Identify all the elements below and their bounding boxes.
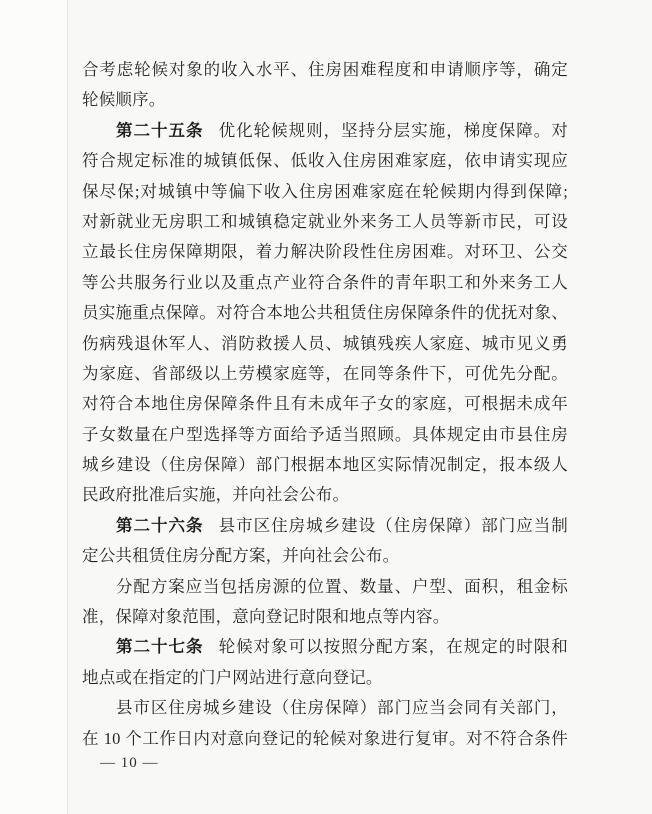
line-text: 符合规定标准的城镇低保、低收入住房困难家庭，依申请实现应: [82, 151, 568, 171]
text-line: [82, 480, 568, 510]
text-line: [82, 329, 568, 359]
scan-page-edge: [0, 0, 68, 814]
line-text: 保尽保;对城镇中等偏下收入住房困难家庭在轮候期内得到保障;: [82, 181, 568, 201]
line-text: 优化轮候规则，坚持分层实施，梯度保障。对: [218, 120, 568, 140]
text-line: [82, 85, 568, 115]
text-line: [82, 420, 568, 450]
line-text: 县市区住房城乡建设（住房保障）部门应当制: [218, 515, 568, 535]
text-line: [82, 55, 568, 85]
article-25-number: 第二十五条: [116, 120, 204, 140]
text-line: [82, 237, 568, 267]
line-text: 为家庭、省部级以上劳模家庭等，在同等条件下，可优先分配。: [82, 363, 568, 383]
line-text: 对符合本地住房保障条件且有未成年子女的家庭，可根据未成年: [82, 394, 568, 414]
line-text: 定公共租赁住房分配方案，并向社会公布。: [82, 546, 400, 566]
line-text: 县市区住房城乡建设（住房保障）部门应当会同有关部门，: [116, 698, 568, 718]
text-line: [82, 541, 568, 571]
text-line: [82, 602, 568, 632]
text-line: [82, 268, 568, 298]
text-line: [82, 693, 568, 723]
line-text: 民政府批准后实施，并向社会公布。: [82, 485, 350, 505]
text-line: [82, 116, 568, 146]
text-line: [82, 359, 568, 389]
article-26-number: 第二十六条: [116, 515, 204, 535]
line-text: 对新就业无房职工和城镇稳定就业外来务工人员等新市民，可设: [82, 211, 568, 231]
line-text: 立最长住房保障期限，着力解决阶段性住房困难。对环卫、公交: [82, 242, 568, 262]
line-text: 在 10 个工作日内对意向登记的轮候对象进行复审。对不符合条件: [82, 728, 568, 748]
line-text: 地点或在指定的门户网站进行意向登记。: [82, 667, 383, 687]
line-text: 准，保障对象范围，意向登记时限和地点等内容。: [82, 607, 450, 627]
line-text: 城乡建设（住房保障）部门根据本地区实际情况制定，报本级人: [82, 455, 568, 475]
line-text: 合考虑轮候对象的收入水平、住房困难程度和申请顺序等，确定: [82, 60, 568, 79]
text-line: [82, 207, 568, 237]
line-text: 轮候顺序。: [82, 90, 166, 110]
line-text: 员实施重点保障。对符合本地公共租赁住房保障条件的优抚对象、: [82, 303, 568, 323]
article-27-number: 第二十七条: [116, 637, 204, 657]
text-line: [82, 177, 568, 207]
document-body: [82, 55, 568, 754]
text-line: [82, 146, 568, 176]
text-line: [82, 298, 568, 328]
line-text: 子女数量在户型选择等方面给予适当照顾。具体规定由市县住房: [82, 424, 568, 444]
text-line: [82, 663, 568, 693]
page-number: — 10 —: [100, 755, 159, 771]
text-line: [82, 632, 568, 662]
text-line: [82, 572, 568, 602]
text-line: [82, 724, 568, 754]
text-line: [82, 450, 568, 480]
text-line: [82, 389, 568, 419]
line-text: 轮候对象可以按照分配方案，在规定的时限和: [218, 637, 568, 657]
text-line: [82, 511, 568, 541]
line-text: 分配方案应当包括房源的位置、数量、户型、面积，租金标: [116, 576, 568, 596]
line-text: 伤病残退休军人、消防救援人员、城镇残疾人家庭、城市见义勇: [82, 333, 568, 353]
line-text: 等公共服务行业以及重点产业符合条件的青年职工和外来务工人: [82, 272, 568, 292]
